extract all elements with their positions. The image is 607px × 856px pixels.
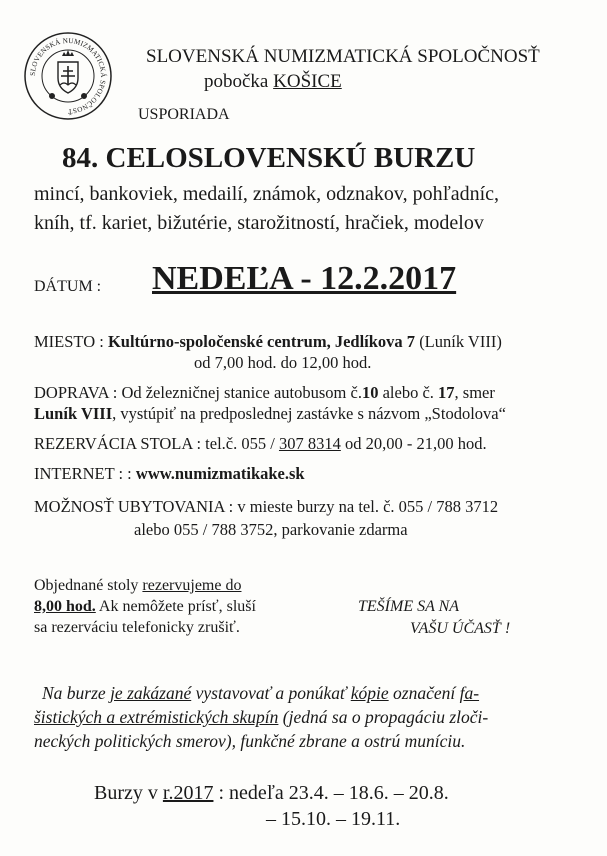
future-dates-line-2: – 15.10. – 19.11.: [266, 808, 401, 830]
transport-text-a: Od železničnej stanice autobusom č.: [121, 383, 362, 402]
note-line-3: sa rezerváciu telefonicky zrušiť.: [34, 619, 240, 636]
warning-fa: fa-: [459, 683, 480, 703]
items-line-2: kníh, tf. kariet, bižutérie, starožitností, hračiek, modelov: [34, 212, 484, 234]
note-text-2: do: [221, 577, 242, 594]
reservation-label: REZERVÁCIA STOLA : tel.č. 055 /: [34, 434, 279, 453]
future-prefix: Burzy v: [94, 782, 163, 804]
warning-copies: kópie: [350, 683, 389, 703]
note-reserve-word: rezervujeme: [142, 577, 222, 594]
note-line-2: [34, 598, 256, 616]
opening-hours: od 7,00 hod. do 12,00 hod.: [194, 353, 372, 372]
bus-destination: Luník VIII: [34, 404, 113, 423]
internet-line: [34, 464, 305, 484]
future-year: r.2017: [162, 782, 214, 804]
note-text-3: Ak nemôžete prísť, sluší: [95, 598, 256, 615]
warning-forbidden: je zakázané: [110, 683, 192, 703]
transport-line-2: [34, 404, 506, 424]
warning-text-3: označení: [388, 683, 460, 703]
website-link[interactable]: www.numizmatikake.sk: [135, 464, 305, 483]
branch-city: KOŠICE: [273, 71, 342, 92]
seal-ring-text: SLOVENSKÁ NUMIZMATICKÁ SPOLOČNOSŤ: [28, 36, 108, 116]
transport-text-d: , vystúpiť na predposlednej zastávke s názvom „Stodolova“: [112, 404, 506, 423]
venue-district: (Luník VIII): [415, 332, 502, 351]
bus-number-2: 17: [438, 383, 455, 402]
greeting-line-1: TEŠÍME SA NA: [358, 598, 460, 615]
warning-text-1: Na burze: [42, 683, 111, 703]
accommodation-line-2: alebo 055 / 788 3752, parkovanie zdarma: [134, 520, 408, 539]
transport-text-c: , smer: [454, 383, 495, 402]
society-seal-logo: [22, 30, 114, 122]
place-label: MIESTO :: [34, 332, 108, 351]
warning-line-3: neckých politických smerov), funkčné zbrane a ostrú muníciu.: [34, 731, 466, 751]
date-label: DÁTUM :: [34, 278, 102, 295]
warning-groups: šistických a extrémistických skupín: [34, 707, 279, 727]
warning-text-2: vystavovať a ponúkať: [191, 683, 351, 703]
note-text-1: Objednané stoly: [34, 577, 143, 594]
note-time: 8,00 hod.: [34, 598, 96, 615]
reservation-line: [34, 434, 487, 454]
branch-prefix: pobočka: [204, 71, 274, 92]
greeting-line-2: VAŠU ÚČASŤ !: [410, 620, 511, 637]
reservation-hours: od 20,00 - 21,00 hod.: [340, 434, 487, 453]
reservation-phone: 307 8314: [278, 434, 341, 453]
bus-number-1: 10: [361, 383, 379, 402]
warning-line-1: [42, 683, 479, 704]
note-line-1: [34, 577, 241, 595]
organization-name: SLOVENSKÁ NUMIZMATICKÁ SPOLOČNOSŤ: [146, 46, 540, 67]
accommodation-line-1: MOŽNOSŤ UBYTOVANIA : v mieste burzy na tel. č. 055 / 788 3712: [34, 497, 499, 516]
event-title: 84. CELOSLOVENSKÚ BURZU: [62, 142, 476, 174]
transport-label: DOPRAVA :: [34, 383, 122, 402]
warning-text-4: (jedná sa o propagáciu zloči-: [278, 707, 489, 727]
internet-label: INTERNET : :: [34, 464, 136, 483]
venue-name: Kultúrno-spoločenské centrum, Jedlíkova 7: [107, 332, 416, 351]
branch-line: [204, 71, 342, 93]
organizes-label: USPORIADA: [138, 106, 230, 123]
place-line: [34, 332, 502, 352]
transport-text-b: alebo č.: [378, 383, 439, 402]
future-dates-1: : nedeľa 23.4. – 18.6. – 20.8.: [213, 782, 449, 804]
items-line-1: mincí, bankoviek, medailí, známok, odznakov, pohľadníc,: [34, 183, 500, 205]
warning-line-2: [34, 707, 488, 728]
transport-line-1: [34, 383, 495, 403]
future-dates-line-1: [94, 782, 449, 805]
event-date: NEDEĽA - 12.2.2017: [152, 260, 457, 297]
